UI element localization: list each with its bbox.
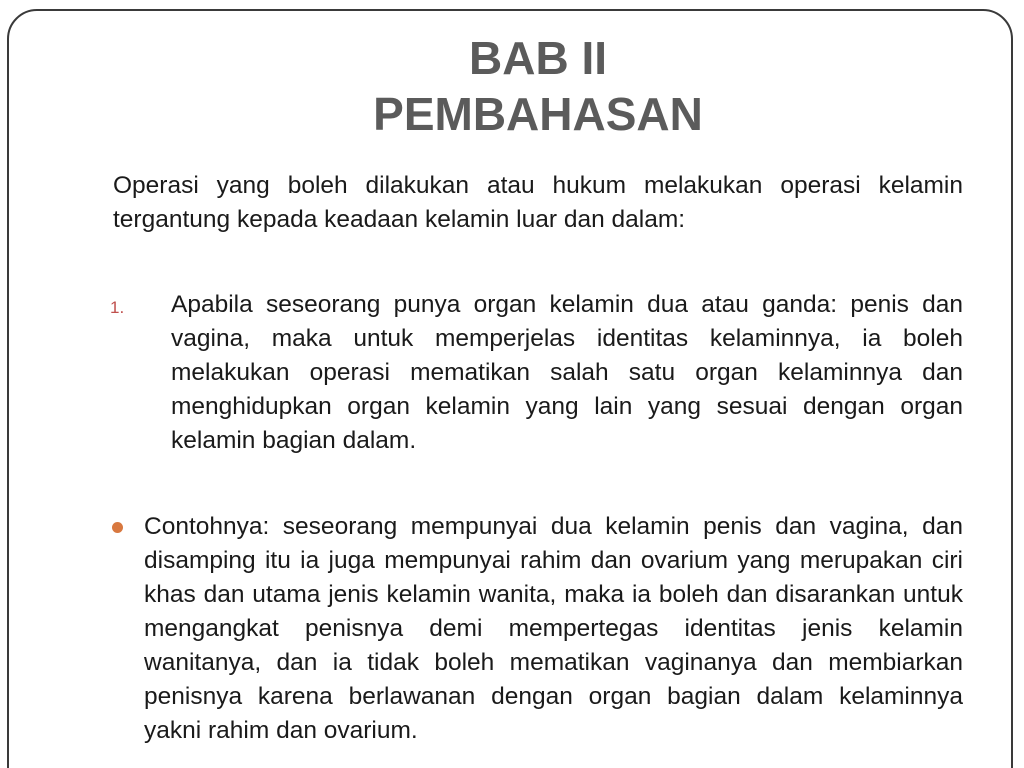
- title-line-1: BAB II: [469, 32, 607, 84]
- bullet-item-text: Contohnya: seseorang mempunyai dua kelamin penis dan vagina, dan disamping itu ia juga mempunyai rahim dan ovarium yang merupakan ciri khas dan utama jenis kelamin wanita, maka ia boleh dan disarankan untuk mengangkat penisnya demi mempertegas identitas jenis kelamin wanitanya, dan ia tidak boleh mematikan vaginanya dan membiarkan penisnya karena berlawanan dengan organ bagian dalam kelaminnya yakni rahim dan ovarium.: [144, 513, 963, 744]
- numbered-item-text: Apabila seseorang punya organ kelamin dua atau ganda: penis dan vagina, maka untuk memperjelas identitas kelaminnya, ia boleh melakukan operasi mematikan salah satu organ kelaminnya dan menghidupkan organ kelamin yang lain yang sesuai dengan organ kelamin bagian dalam.: [171, 291, 963, 454]
- bullet-list-item: [110, 510, 963, 748]
- bullet-dot-icon: [112, 522, 123, 533]
- slide-title: [300, 30, 776, 142]
- intro-paragraph: Operasi yang boleh dilakukan atau hukum melakukan operasi kelamin tergantung kepada keadaan kelamin luar dan dalam:: [113, 172, 963, 233]
- numbered-list-item: [110, 288, 963, 458]
- list-number-marker: 1.: [110, 298, 125, 317]
- title-line-2: PEMBAHASAN: [373, 88, 703, 140]
